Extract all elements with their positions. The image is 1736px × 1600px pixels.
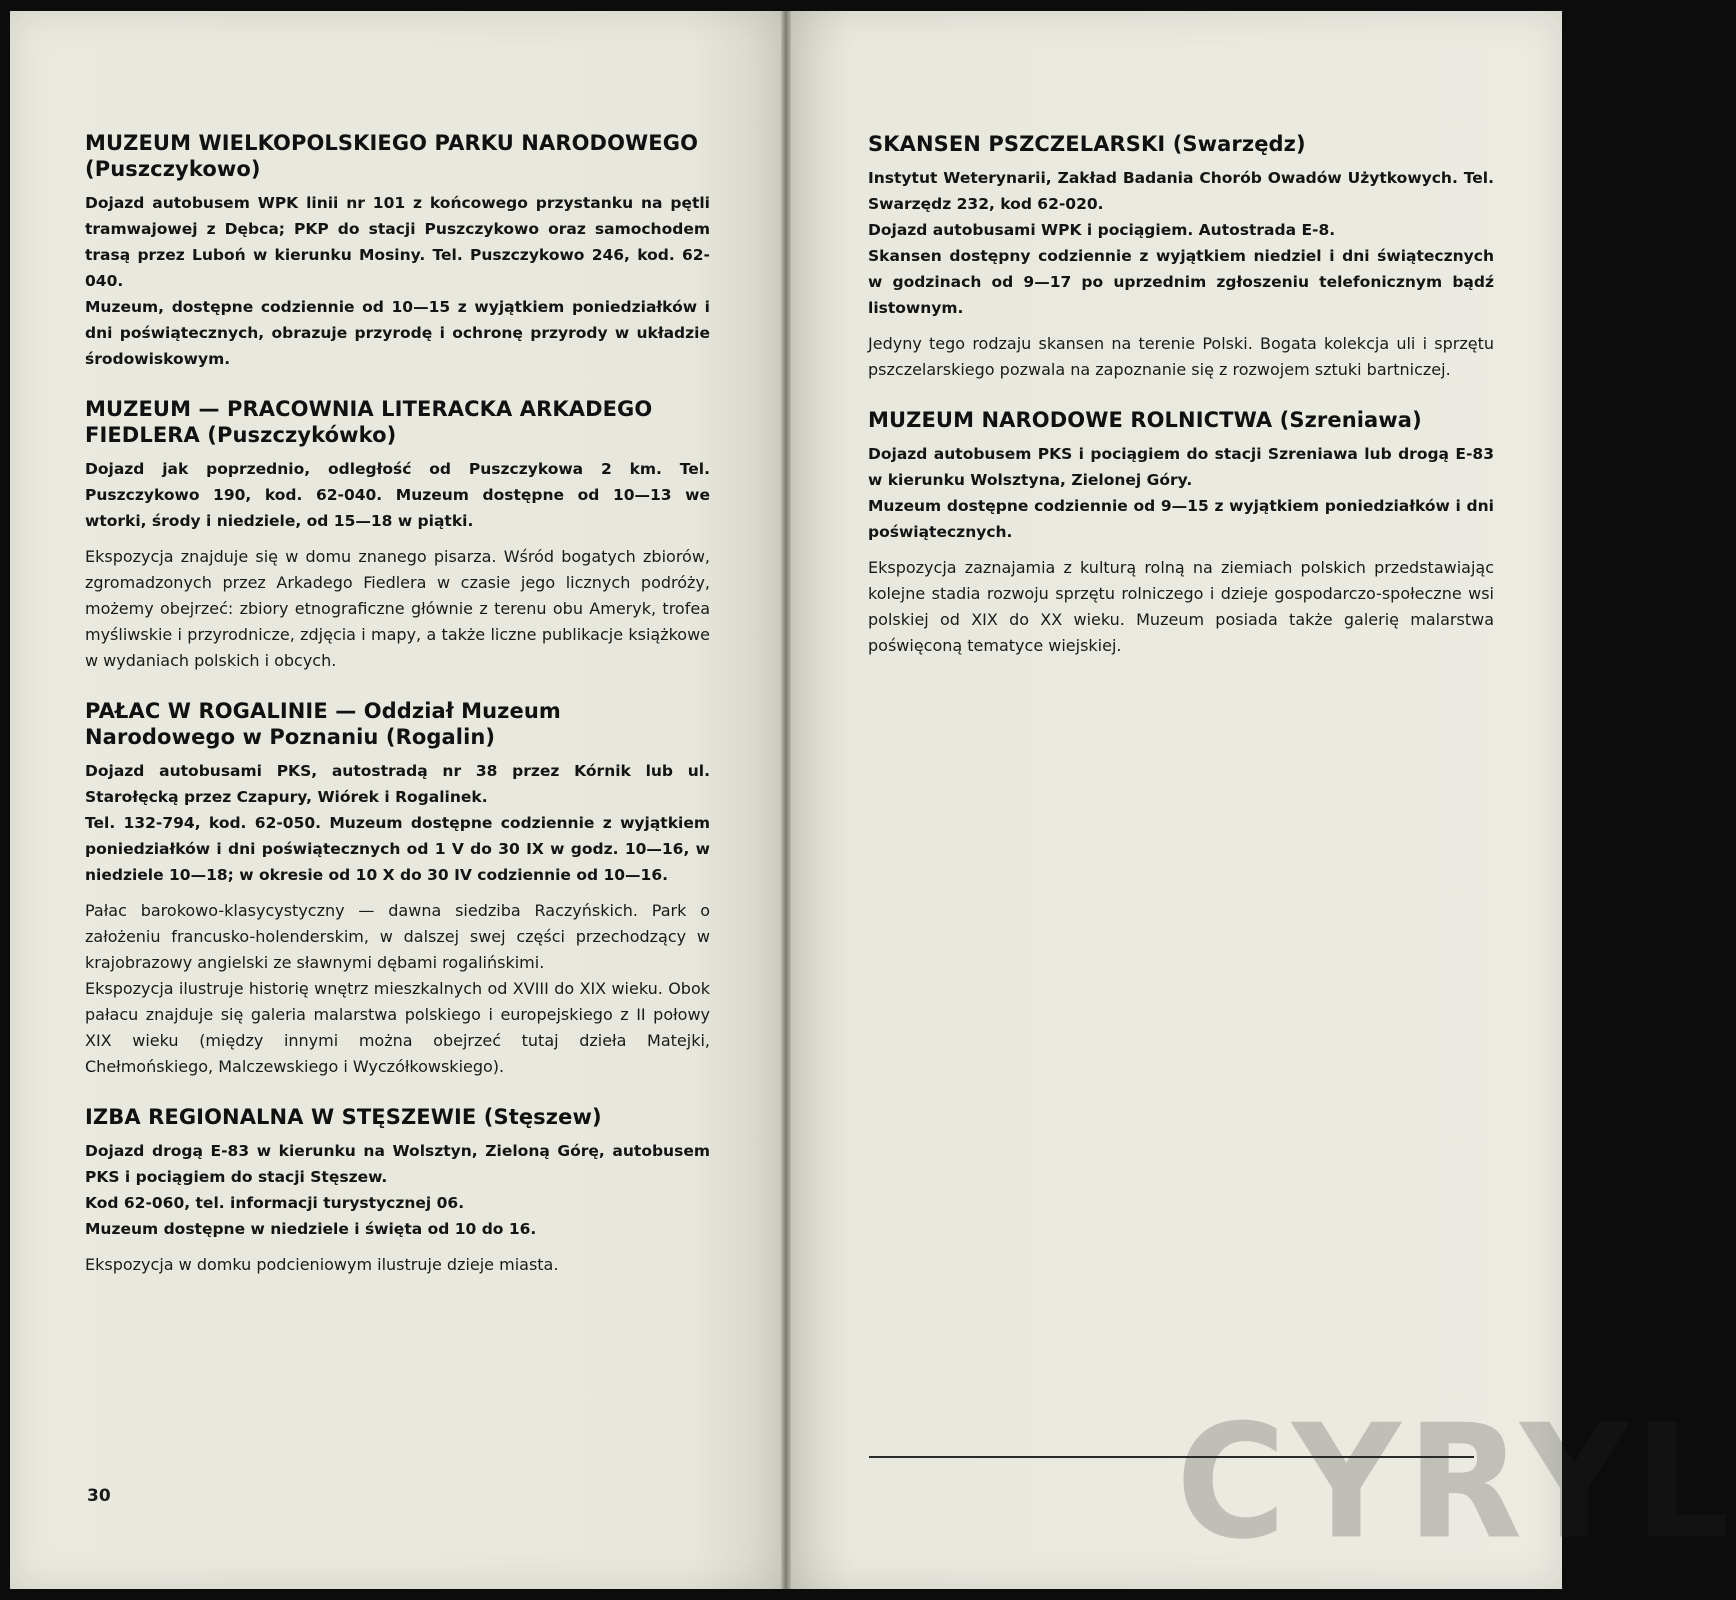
access-info: Dojazd drogą E-83 w kierunku na Wolsztyn, Zieloną Górę, autobusem PKS i pociągiem do stacji Stęszew. xyxy=(85,1142,710,1186)
section-title: MUZEUM — PRACOWNIA LITERACKA ARKADEGO FIEDLERA (Puszczykówko) xyxy=(85,397,653,447)
section-title: MUZEUM WIELKOPOLSKIEGO PARKU NARODOWEGO (Puszczykowo) xyxy=(85,131,699,181)
museum-section xyxy=(868,131,1494,383)
section-title: SKANSEN PSZCZELARSKI (Swarzędz) xyxy=(868,132,1306,156)
access-info: Dojazd jak poprzednio, odległość od Puszczykowa 2 km. Tel. Puszczykowo 190, kod. 62-040. Muzeum dostępne od 10—13 we wtorki, środy i niedziele, od 15—18 w piątki. xyxy=(85,460,710,530)
museum-section xyxy=(85,698,710,1080)
access-info: Tel. 132-794, kod. 62-050. Muzeum dostępne codziennie z wyjątkiem poniedziałków i dni poświątecznych od 1 V do 30 IX w godz. 10—16, w niedziele 10—18; w okresie od 10 X do 30 IV codziennie od 10—16. xyxy=(85,814,710,884)
section-title: PAŁAC W ROGALINIE — Oddział Muzeum Narodowego w Poznaniu (Rogalin) xyxy=(85,699,561,749)
description-paragraph: Ekspozycja zaznajamia z kulturą rolną na ziemiach polskich przedstawiając kolejne stadia rozwoju sprzętu rolniczego i dzieje gospodarczo-społeczne wsi polskiej od XIX do XX wieku. Muzeum posiada także galerię malarstwa poświęconą tematyce wiejskiej. xyxy=(868,558,1494,655)
access-info: Muzeum dostępne codziennie od 9—15 z wyjątkiem poniedziałków i dni poświątecznych. xyxy=(868,497,1494,541)
description-paragraph: Ekspozycja w domku podcieniowym ilustruje dzieje miasta. xyxy=(85,1255,559,1274)
access-info: Dojazd autobusami PKS, autostradą nr 38 przez Kórnik lub ul. Starołęcką przez Czapury, Wiórek i Rogalinek. xyxy=(85,762,710,806)
book-spread xyxy=(10,11,1562,1589)
museum-section xyxy=(85,1104,710,1278)
description-paragraph: Pałac barokowo-klasycystyczny — dawna siedziba Raczyńskich. Park o założeniu francusko-holenderskim, w dalszej swej części przechodzący w krajobrazowy angielski ze sławnymi dębami rogalińskimi. xyxy=(85,901,710,972)
museum-section xyxy=(85,130,710,372)
access-info: Dojazd autobusem PKS i pociągiem do stacji Szreniawa lub drogą E-83 w kierunku Wolsztyna, Zielonej Góry. xyxy=(868,445,1494,489)
access-info: Kod 62-060, tel. informacji turystycznej 06. xyxy=(85,1194,465,1212)
section-title: MUZEUM NARODOWE ROLNICTWA (Szreniawa) xyxy=(868,408,1422,432)
museum-section xyxy=(868,407,1494,659)
left-column xyxy=(85,130,710,1302)
left-page xyxy=(10,11,782,1589)
description-paragraph: Jedyny tego rodzaju skansen na terenie Polski. Bogata kolekcja uli i sprzętu pszczelarskiego pozwala na zapoznanie się z rozwojem sztuki bartniczej. xyxy=(868,334,1494,379)
access-info: Instytut Weterynarii, Zakład Badania Chorób Owadów Użytkowych. Tel. Swarzędz 232, kod 62-020. xyxy=(868,169,1494,213)
watermark-logo: CYRYL xyxy=(1176,1391,1736,1575)
access-info: Muzeum dostępne w niedziele i święta od 10 do 16. xyxy=(85,1220,537,1238)
right-page xyxy=(791,11,1562,1589)
page-number: 30 xyxy=(87,1486,111,1506)
section-title: IZBA REGIONALNA W STĘSZEWIE (Stęszew) xyxy=(85,1105,602,1129)
description-paragraph: Ekspozycja znajduje się w domu znanego pisarza. Wśród bogatych zbiorów, zgromadzonych przez Arkadego Fiedlera w czasie jego licznych podróży, możemy obejrzeć: zbiory etnograficzne głównie z terenu obu Ameryk, trofea myśliwskie i przyrodnicze, zdjęcia i mapy, a także liczne publikacje książkowe w wydaniach polskich i obcych. xyxy=(85,547,710,670)
access-info: Muzeum, dostępne codziennie od 10—15 z wyjątkiem poniedziałków i dni poświątecznych, obrazuje przyrodę i ochronę przyrody w układzie środowiskowym. xyxy=(85,298,710,368)
access-info: Dojazd autobusami WPK i pociągiem. Autostrada E-8. xyxy=(868,221,1336,239)
description-paragraph: Ekspozycja ilustruje historię wnętrz mieszkalnych od XVIII do XIX wieku. Obok pałacu znajduje się galeria malarstwa polskiego i europejskiego z II połowy XIX wieku (między innymi można obejrzeć tutaj dzieła Matejki, Chełmońskiego, Malczewskiego i Wyczółkowskiego). xyxy=(85,979,710,1076)
right-column xyxy=(868,131,1494,683)
access-info: Skansen dostępny codziennie z wyjątkiem niedziel i dni świątecznych w godzinach od 9—17 po uprzednim zgłoszeniu telefonicznym bądź listownym. xyxy=(868,247,1494,317)
museum-section xyxy=(85,396,710,674)
access-info: Dojazd autobusem WPK linii nr 101 z końcowego przystanku na pętli tramwajowej z Dębca; PKP do stacji Puszczykowo oraz samochodem trasą przez Luboń w kierunku Mosiny. Tel. Puszczykowo 246, kod. 62-040. xyxy=(85,194,710,290)
